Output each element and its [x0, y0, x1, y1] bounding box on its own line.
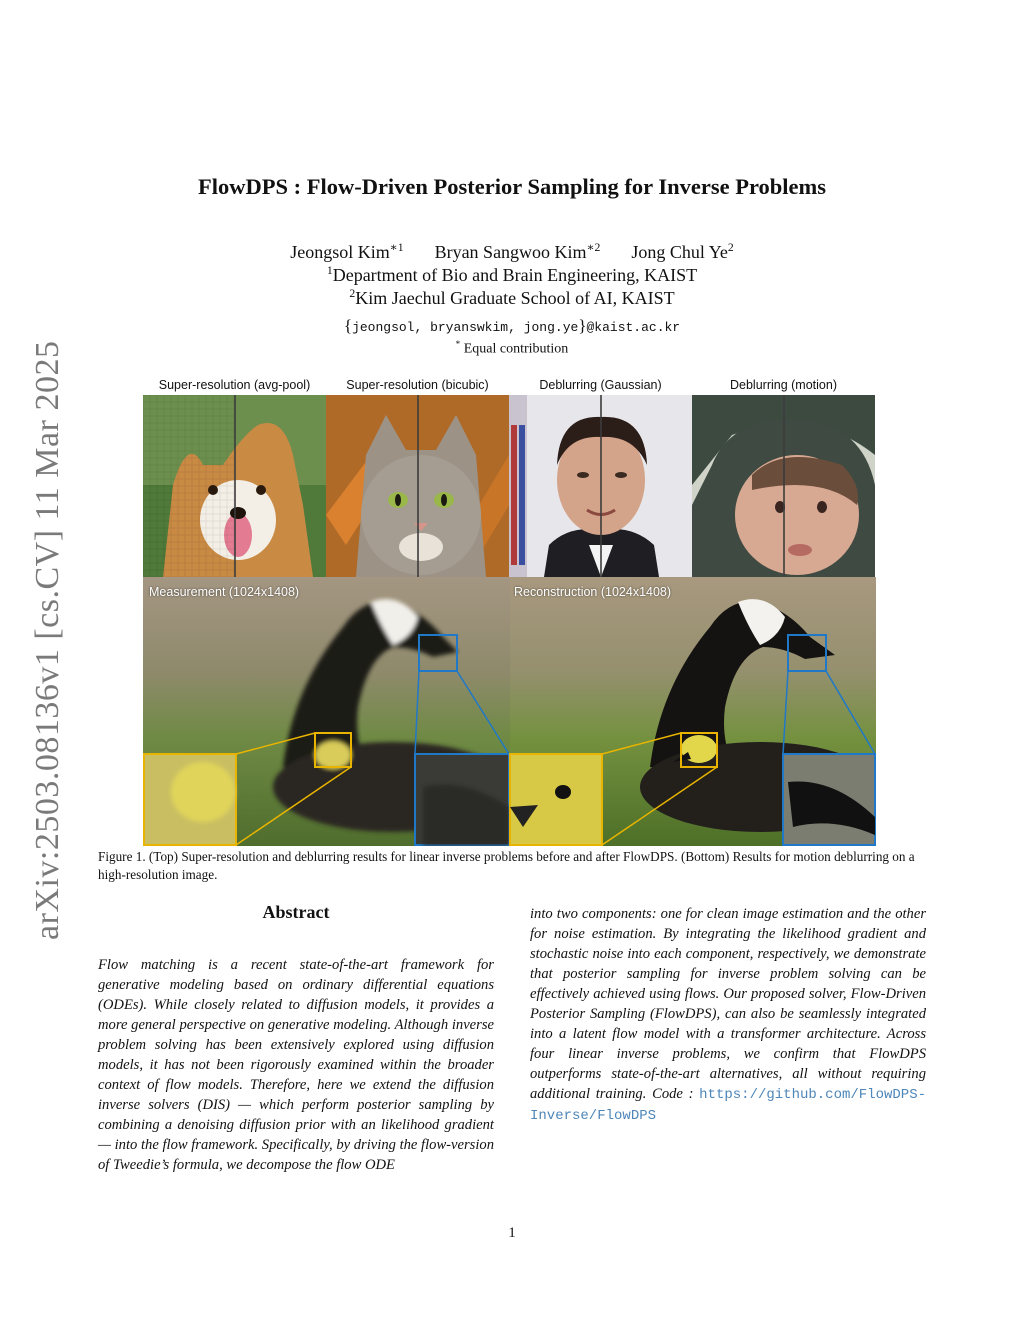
- abstract-heading: Abstract: [262, 902, 330, 922]
- panel-label-bicubic: Super-resolution (bicubic): [346, 378, 489, 392]
- goose-comparison: [143, 577, 876, 846]
- author-name: Jeongsol Kim: [290, 242, 390, 262]
- face-image-man: [509, 395, 692, 577]
- author-name: Bryan Sangwoo Kim: [434, 242, 587, 262]
- corgi-image: [143, 395, 326, 577]
- figure-caption: Figure 1. (Top) Super-resolution and deblurring results for linear inverse problems before and after FlowDPS. (Bottom) Results for motion deblurring on a high-resolution image.: [98, 849, 915, 882]
- abstract-text-right: into two components: one for clean image estimation and the other for noise estimation. By integrating the likelihood gradient and stochastic noise into each component, respectively, we demonstrate that posterior sampling for inverse problem solving can be effectively achieved using flows. Our proposed solver, Flow-Driven Posterior Sampling (FlowDPS), can also be seamlessly integrated into a latent flow model with a transformer architecture. Across four linear inverse problems, we confirm that FlowDPS outperforms state-of-the-art alternatives, all without requiring additional training. Code :: [530, 906, 926, 1102]
- author-name: Jong Chul Ye: [631, 242, 728, 262]
- affiliation-2: $^2$Kim Jaechul Graduate School of AI, KAIST: [349, 287, 675, 308]
- page-number: 1: [508, 1225, 516, 1241]
- reconstruction-label: Reconstruction (1024x1408): [514, 585, 672, 599]
- author-list: [0, 240, 1024, 263]
- cat-image: [326, 395, 509, 577]
- panel-label-avgpool: Super-resolution (avg-pool): [158, 378, 311, 392]
- equal-contribution-note: * Equal contribution: [455, 339, 569, 357]
- panel-label-motion: Deblurring (motion): [730, 378, 837, 392]
- abstract-left-column: [98, 955, 494, 1175]
- abstract-text-left: Flow matching is a recent state-of-the-art framework for generative modeling based on ordinary differential equations (ODEs). While closely related to diffusion models, it provides a more general perspective on generative modeling. Although inverse problem solving has been extensively explored using diffusion models, it has not been rigorously examined within the broader context of flow models. Therefore, here we extend the diffusion inverse solvers (DIS) — which perform posterior sampling by combining a denoising diffusion prior with an likelihood gradient — into the flow framework. Specifically, by driving the flow-version of Tweedie’s formula, we decompose the flow ODE: [98, 957, 495, 1173]
- paper-title: FlowDPS : Flow-Driven Posterior Sampling for Inverse Problems: [197, 174, 827, 199]
- affiliation-1: $^1$Department of Bio and Brain Engineering, KAIST: [326, 264, 698, 285]
- panel-label-gaussian: Deblurring (Gaussian): [539, 378, 662, 392]
- abstract-right-column: [530, 904, 926, 1126]
- face-image-child: [692, 395, 875, 577]
- author-sup: 2: [727, 241, 734, 254]
- author-sup: ∗1: [389, 241, 404, 254]
- figure-1: [143, 378, 876, 846]
- arxiv-sidebar-id: arXiv:2503.08136v1 [cs.CV] 11 Mar 2025: [29, 340, 66, 940]
- author-emails: {jeongsol, bryanswkim, jong.ye}@kaist.ac.kr: [343, 316, 681, 335]
- measurement-label: Measurement (1024x1408): [149, 585, 300, 599]
- code-link[interactable]: https://github.com/FlowDPS-Inverse/FlowDPS: [530, 1087, 926, 1124]
- author-sup: ∗2: [586, 241, 601, 254]
